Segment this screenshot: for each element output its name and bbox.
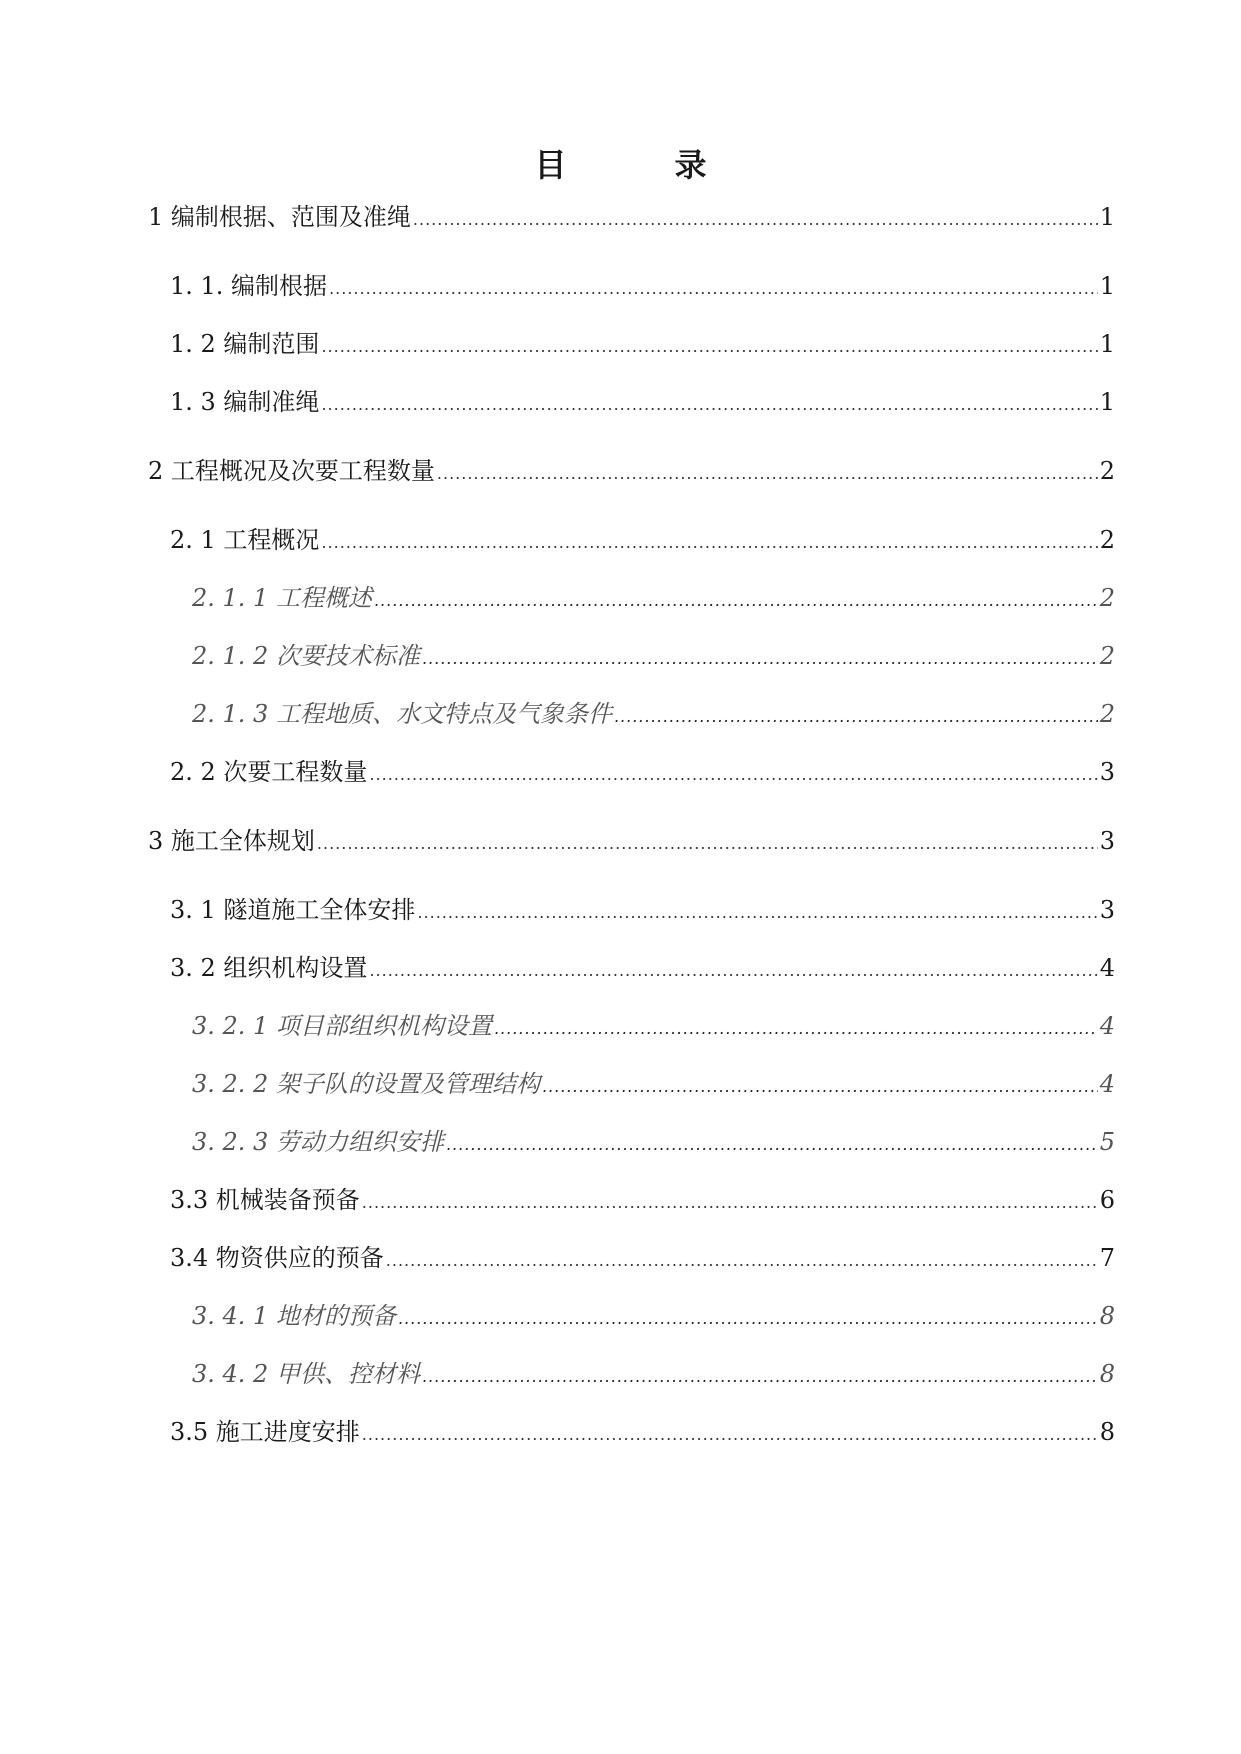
toc-entry-label: 3.3 机械装备预备	[170, 1186, 360, 1214]
toc-page-number: 6	[1099, 1186, 1115, 1214]
toc-entry-label: 2. 1. 2 次要技术标准	[192, 642, 420, 670]
dot-leader	[362, 1188, 1098, 1218]
dot-leader	[542, 1072, 1098, 1102]
dot-leader	[386, 1246, 1098, 1276]
toc-page-number: 4	[1099, 954, 1115, 982]
toc-entry-label: 2. 1 工程概况	[170, 526, 320, 554]
toc-page-number: 4	[1099, 1070, 1115, 1098]
toc-page-number: 8	[1099, 1302, 1115, 1330]
dot-leader	[321, 390, 1097, 420]
toc-entry[interactable]	[148, 202, 1115, 235]
toc-page-number: 5	[1099, 1128, 1115, 1156]
toc-entry-label: 3.5 施工进度安排	[170, 1418, 360, 1446]
toc-entry-label: 3. 4. 2 甲供、控材料	[192, 1360, 420, 1388]
dot-leader	[398, 1304, 1098, 1334]
page-title: 目 录	[534, 146, 745, 184]
toc-page-number: 1	[1099, 272, 1115, 300]
toc-page-number: 1	[1099, 388, 1115, 416]
toc-page-number: 2	[1099, 584, 1115, 612]
toc-entry[interactable]	[170, 329, 1115, 362]
dot-leader	[321, 528, 1097, 558]
dot-leader	[417, 898, 1097, 928]
toc-entry-label: 3. 2. 1 项目部组织机构设置	[192, 1012, 492, 1040]
toc-entry[interactable]	[192, 1127, 1115, 1160]
toc-entry-label: 3. 1 隧道施工全体安排	[170, 896, 416, 924]
toc-entry[interactable]	[170, 757, 1115, 790]
dot-leader	[614, 702, 1098, 732]
dot-leader	[422, 1362, 1098, 1392]
toc-page-number: 2	[1099, 457, 1115, 485]
toc-entry-label: 3. 2. 2 架子队的设置及管理结构	[192, 1070, 540, 1098]
toc-entry-label: 1. 2 编制范围	[170, 330, 320, 358]
toc-entry[interactable]	[170, 895, 1115, 928]
dot-leader	[317, 829, 1098, 859]
toc-entry[interactable]	[148, 826, 1115, 859]
dot-leader	[329, 274, 1098, 304]
toc-page-number: 3	[1099, 758, 1115, 786]
dot-leader	[362, 1420, 1098, 1450]
toc-page-number: 1	[1099, 203, 1115, 231]
toc-entry-label: 3.4 物资供应的预备	[170, 1244, 384, 1272]
toc-entry[interactable]	[192, 1069, 1115, 1102]
dot-leader	[374, 586, 1098, 616]
toc-entry-label: 3. 2 组织机构设置	[170, 954, 368, 982]
dot-leader	[422, 644, 1098, 674]
toc-entry[interactable]	[192, 1011, 1115, 1044]
toc-page-number: 3	[1099, 827, 1115, 855]
dot-leader	[369, 760, 1097, 790]
toc-entry-label: 1. 3 编制准绳	[170, 388, 320, 416]
toc-page-number: 8	[1099, 1360, 1115, 1388]
toc-entry-label: 2 工程概况及次要工程数量	[148, 457, 435, 485]
dot-leader	[437, 459, 1098, 489]
toc-entry[interactable]	[170, 1243, 1115, 1276]
toc-page-number: 1	[1099, 330, 1115, 358]
dot-leader	[321, 332, 1097, 362]
toc-page-number: 2	[1099, 700, 1115, 728]
toc-entry[interactable]	[192, 641, 1115, 674]
toc-entry[interactable]	[192, 583, 1115, 616]
toc-page-number: 2	[1099, 526, 1115, 554]
toc-entry-label: 3. 4. 1 地材的预备	[192, 1302, 396, 1330]
toc-entry[interactable]	[170, 387, 1115, 420]
toc-entry[interactable]	[170, 1185, 1115, 1218]
toc-entry-label: 1 编制根据、范围及准绳	[148, 203, 411, 231]
dot-leader	[369, 956, 1097, 986]
toc-entry[interactable]	[192, 699, 1115, 732]
toc-entry-label: 3. 2. 3 劳动力组织安排	[192, 1128, 444, 1156]
toc-page-number: 8	[1099, 1418, 1115, 1446]
toc-entry[interactable]	[170, 953, 1115, 986]
toc-entry-label: 1. 1. 编制根据	[170, 272, 328, 300]
toc-page-number: 3	[1099, 896, 1115, 924]
dot-leader	[413, 205, 1098, 235]
toc-entry[interactable]	[148, 456, 1115, 489]
toc-entry[interactable]	[192, 1301, 1115, 1334]
toc-entry-label: 2. 1. 1 工程概述	[192, 584, 372, 612]
toc-entry[interactable]	[170, 525, 1115, 558]
dot-leader	[446, 1130, 1098, 1160]
toc-entry-label: 2. 1. 3 工程地质、水文特点及气象条件	[192, 700, 612, 728]
toc-page-number: 4	[1099, 1012, 1115, 1040]
toc-entry[interactable]	[170, 271, 1115, 304]
toc-entry[interactable]	[170, 1417, 1115, 1450]
toc-entry[interactable]	[192, 1359, 1115, 1392]
toc-entry-label: 3 施工全体规划	[148, 827, 315, 855]
toc-entry-label: 2. 2 次要工程数量	[170, 758, 368, 786]
toc-page-number: 2	[1099, 642, 1115, 670]
dot-leader	[494, 1014, 1098, 1044]
toc-page-number: 7	[1099, 1244, 1115, 1272]
